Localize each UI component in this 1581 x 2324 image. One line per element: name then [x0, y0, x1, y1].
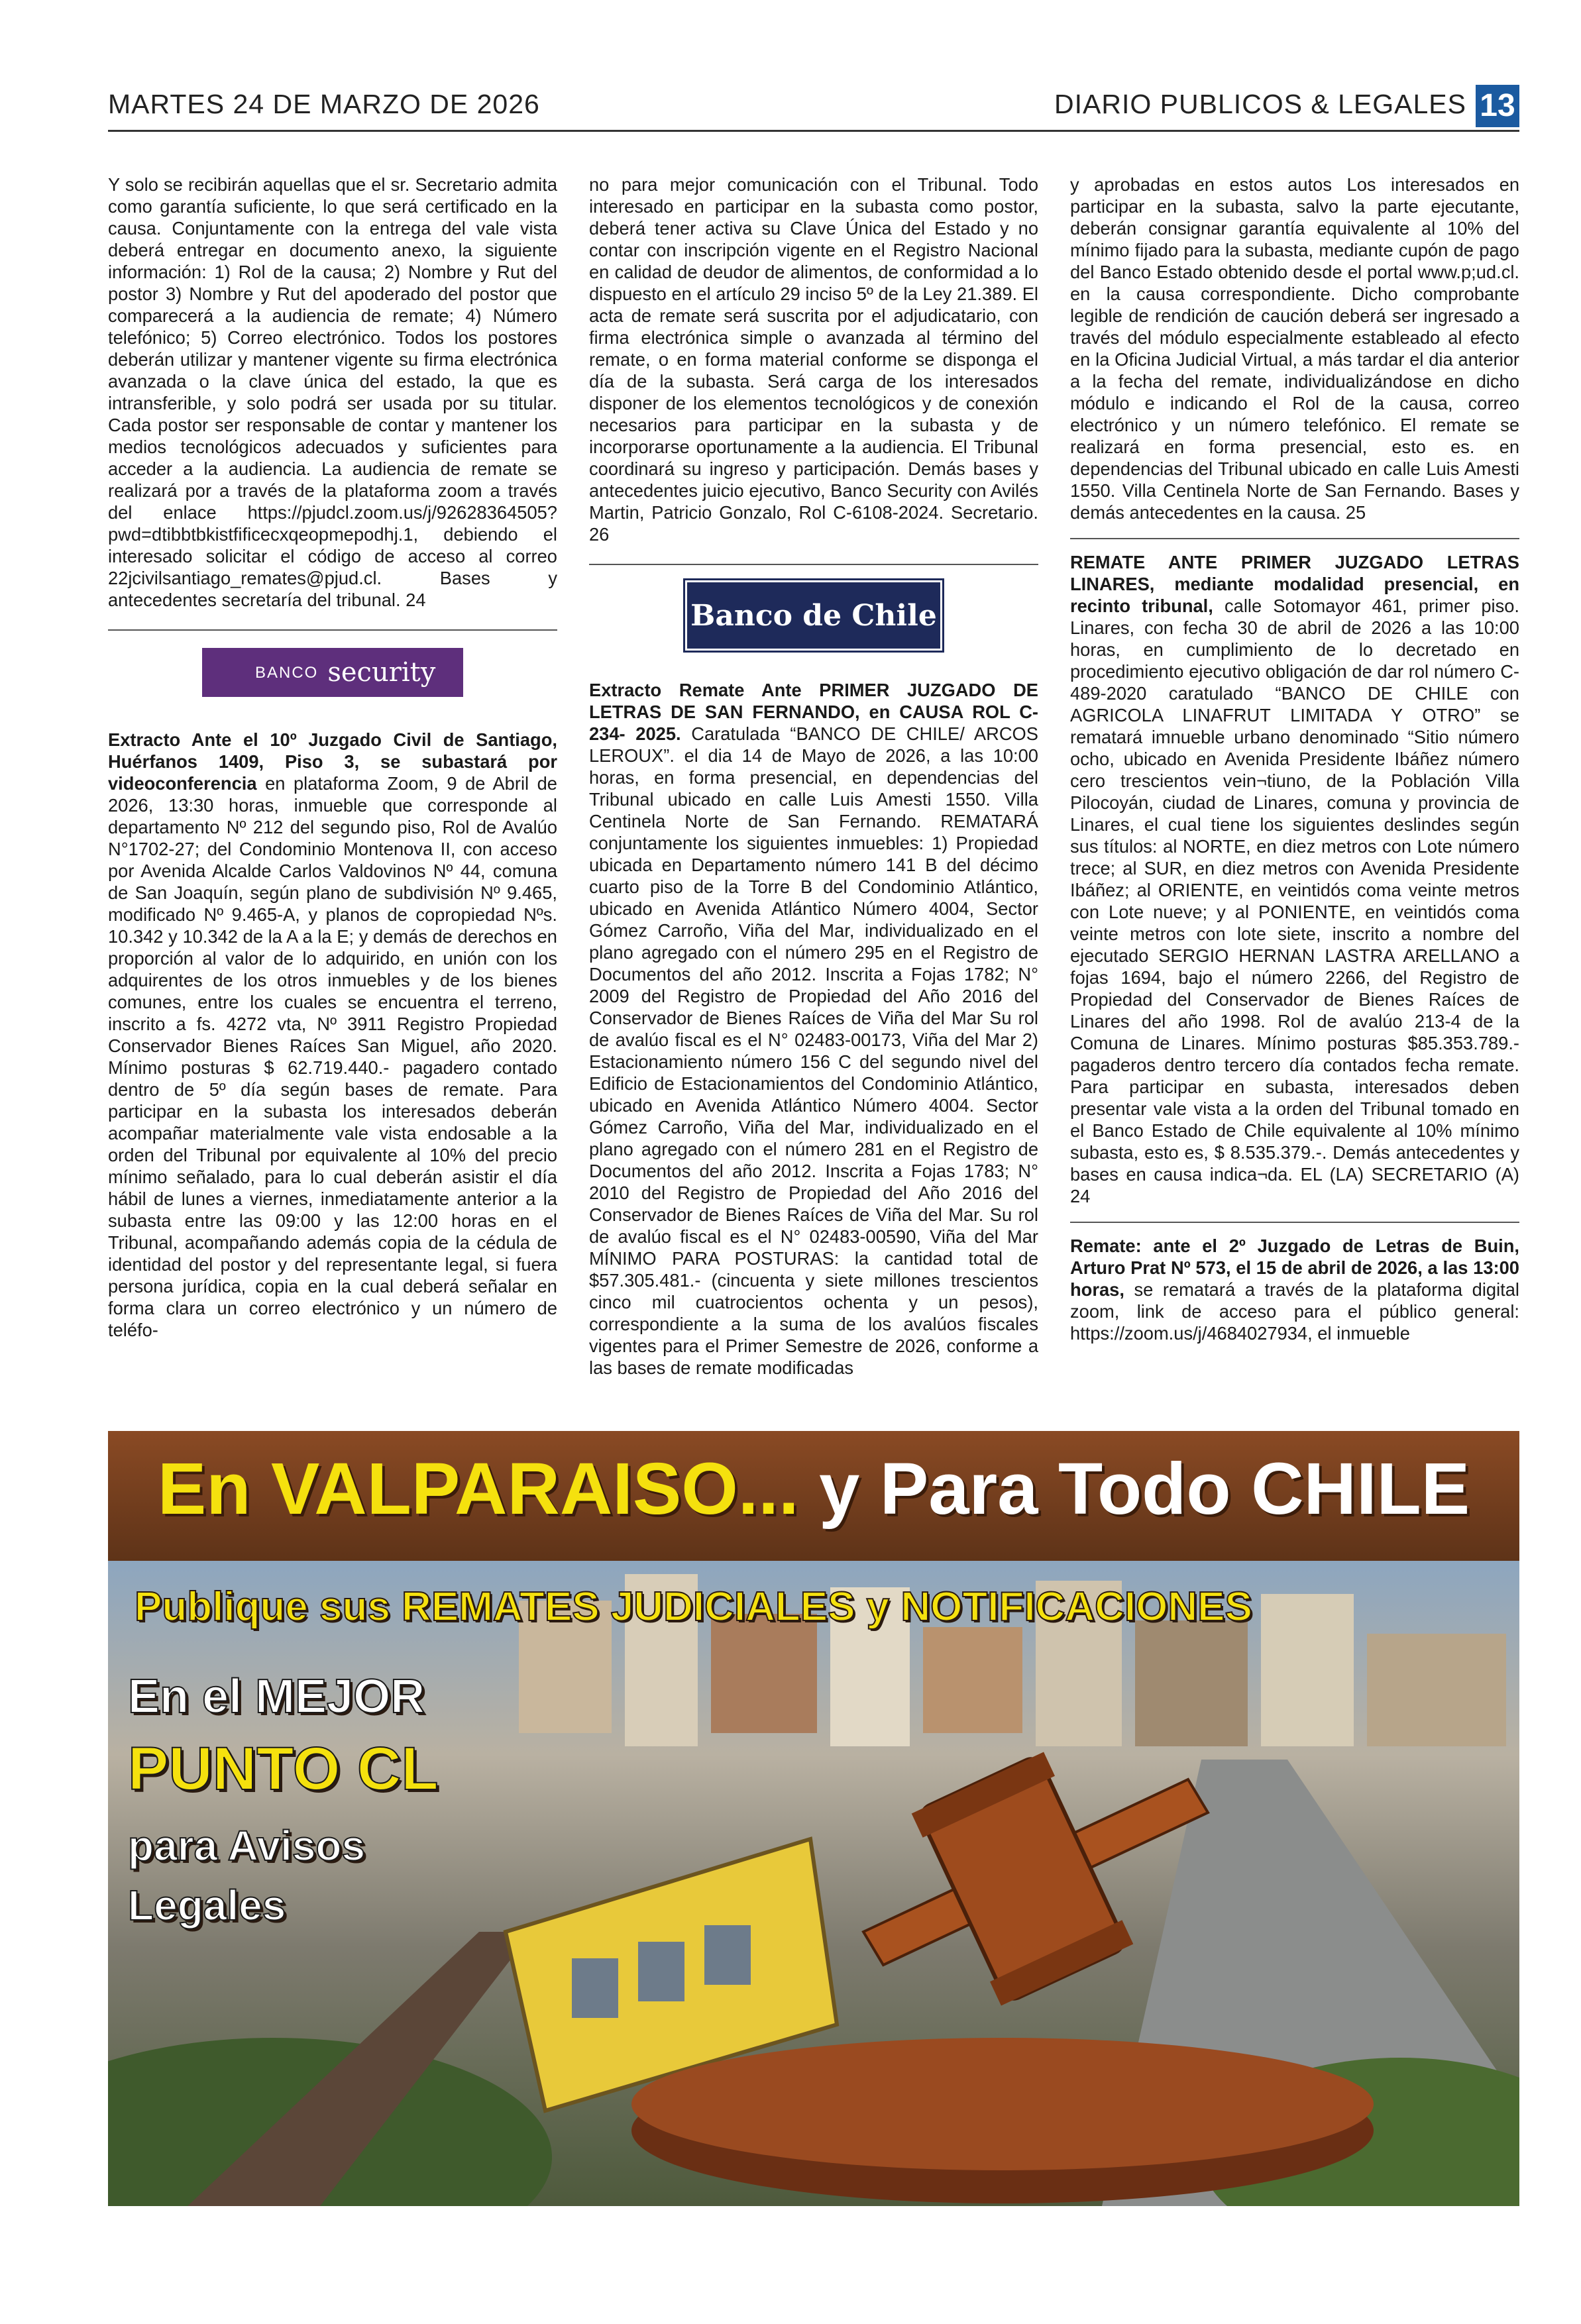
- divider: [589, 564, 1038, 565]
- ad-line-mejor: En el MEJOR: [128, 1670, 425, 1723]
- divider: [108, 629, 557, 631]
- section-title: DIARIO PUBLICOS & LEGALES: [1054, 89, 1466, 119]
- divider: [1070, 1222, 1519, 1223]
- column-1: [108, 174, 557, 1341]
- logo-security-word: security: [327, 657, 436, 688]
- column-2: [589, 174, 1038, 1379]
- legal-notice-text: y aprobadas en estos autos Los interesados en participar en la subasta, salvo la parte ejecutante, deberán consignar garantía equivalente al 10% del mínimo fijado para la subasta, mediante cupón de pago del Banco Estado obtenido desde el portal www.p;ud.cl. en la causa correspondiente. Dicho comprobante legible de rendición de caución deberá ser ingresado a través del módulo especialmente estableado al efecto en la Oficina Judicial Virtual, a más tardar el dia anterior a la fecha del remate, individualizándose en dicho módulo e indicando el Rol de la causa, correo electrónico y un número telefónico. El remate se realizará en forma presencial, esto es. en dependencias del Tribunal ubicado en calle Luis Amesti 1550. Villa Centinela Norte de San Fernando. Bases y demás antecedentes en la causa. 25: [1070, 174, 1519, 523]
- notice-heading: Extracto Ante el 10º Juzgado Civil de Santiago, Huérfanos 1409, Piso 3, se subastará por videoconferencia: [108, 729, 557, 794]
- notice-heading: Remate: ante el 2º Juzgado de Letras de Buin, Arturo Prat Nº 573, el 15 de abril de 2026, a las 13:00 horas,: [1070, 1236, 1519, 1300]
- notice-body: Caratulada “BANCO DE CHILE/ ARCOS LEROUX”. el dia 14 de Mayo de 2026, a las 10:00 horas, en forma presencial, en dependencias del Tribunal ubicado en calle Luis Amesti 1550. Villa Centinela Norte de San Fernando. REMATARÁ conjuntamente los siguientes inmuebles: 1) Propiedad ubicada en Departamento número 141 B del décimo cuarto piso de la Torre B del Condominio Atlántico, ubicado en Avenida Atlántico Número 4004, Sector Gómez Carroño, Viña del Mar, individualizado en el plano agregado con el número 295 en el Registro de Documentos del año 2012. Inscrita a Fojas 1782; N° 2009 del Registro de Propiedad del Año 2016 del Conservador de Bienes Raíces de Viña del Mar Su rol de avalúo fiscal es el N° 02483-00173, Viña del Mar 2) Estacionamiento número 156 C del segundo nivel del Edificio de Estacionamientos del Condominio Atlántico, ubicado en Avenida Atlántico Número 4004. Sector Gómez Carroño, Viña del Mar, individualizado en el plano agregado con el número 281 en el Registro de Documentos del año 2012. Inscrita a Fojas 1783; N° 2010 del Registro de Propiedad del Año 2016 del Conservador de Bienes Raíces de Viña del Mar. Su rol de avalúo fiscal es el N° 02483-00590, Viña del Mar MÍNIMO PARA POSTURAS: la cantidad total de $57.305.481.- (cincuenta y siete millones trescientos cinco mil cuatrocientos ochenta y un pesos), correspondiente a la suma de los avalúos fiscales vigentes para el Primer Semestre de 2026, conforme a las bases de remate modificadas: [589, 723, 1038, 1378]
- notice-heading: REMATE ANTE PRIMER JUZGADO LETRAS LINARES, mediante modalidad presencial, en recinto tribunal,: [1070, 552, 1519, 616]
- logo-banco-de-chile: Banco de Chile: [685, 580, 942, 651]
- ad-line-legales: Legales: [128, 1881, 286, 1929]
- page-header: [108, 85, 1519, 127]
- ad-title: [108, 1447, 1519, 1531]
- legal-notice: [589, 679, 1038, 1379]
- legal-notice-text: Y solo se recibirán aquellas que el sr. Secretario admita como garantía suficiente, lo que será certificado en la causa. Conjuntamente con la entrega del vale vista deberá entregar en documento anexo, la siguiente información: 1) Rol de la causa; 2) Nombre y Rut del postor 3) Nombre y Rut del apoderado del postor que comparecerá a la audiencia de remate; 4) Número telefónico; 5) Correo electrónico. Todos los postores deberán utilizar y mantener vigente su firma electrónica avanzada o la clave única del estado, la que es intransferible, y solo podrá ser usada por su titular. Cada postor ser responsable de contar y mantener los medios tecnológicos adecuados y suficientes para acceder a la audiencia. La audiencia de remate se realizará por a través de la plataforma zoom a través del enlace https://pjudcl.zoom.us/j/92628364505?pwd=dtibbtbkistfificecxqeopmepodhj.1, debiendo el interesado solicitar el código de acceso al correo 22jcivilsantiago_remates@pjud.cl. Bases y antecedentes secretaría del tribunal. 24: [108, 174, 557, 610]
- ad-title-chile: y Para Todo CHILE: [798, 1448, 1470, 1530]
- ad-title-valparaiso: En VALPARAISO...: [157, 1448, 799, 1530]
- advertisement-banner: [108, 1431, 1519, 2206]
- banco-de-chile-logo: [589, 581, 1038, 650]
- notice-body: calle Sotomayor 461, primer piso. Linares, con fecha 30 de abril de 2026 a las 10:00 horas, en cumplimiento de lo decretado en procedimiento ejecutivo obligación de dar rol número C-489-2020 caratulado “BANCO DE CHILE con AGRICOLA LINAFRUT LIMITADA Y OTRO” se rematará imnueble urbano denominado “Sitio número ocho, ubicado en Avenida Presidente Ibáñez número cero trescientos vein¬tiuno, de la Población Villa Pilocoyán, ciudad de Linares, comuna y provincia de Linares, el cual tiene los siguientes deslindes según sus títulos: al NORTE, en diez metros con Lote número trece; al SUR, en diez metros con Avenida Presidente Ibáñez; al ORIENTE, en veintidós coma veinte metros con Lote nueve; y al PONIENTE, en veintidós coma veinte metros con lote siete, inscrito a nombre del ejecutado SERGIO HERNAN LASTRA ARELLANO a fojas 1694, bajo el número 2266, del Registro de Propiedad del Conservador de Bienes Raíces de Linares del año 1998. Rol de avalúo 213-4 de la Comuna de Linares. Mínimo posturas $85.353.789.- pagaderos dentro tercero día contados fecha remate. Para participar en subasta, interesados deben presentar vale vista a la orden del Tribunal tomado en el Banco Estado de Chile equivalente al 10% mínimo subasta, esto es, $ 8.535.379.-. Demás antecedentes y bases en causa indica¬da. EL (LA) SECRETARIO (A) 24: [1070, 596, 1520, 1206]
- legal-notice: [108, 729, 557, 1341]
- page-number-badge: 13: [1476, 85, 1519, 127]
- notice-body: se rematará a través de la plataforma digital zoom, link de acceso para el público general: https://zoom.us/j/4684027934, el inmueble: [1070, 1279, 1519, 1344]
- ad-line-punto-cl: PUNTO CL: [128, 1735, 439, 1803]
- banco-security-logo: [108, 647, 557, 698]
- divider: [1070, 538, 1519, 539]
- logo-banco-word: BANCO: [255, 663, 319, 682]
- column-3: [1070, 174, 1519, 1344]
- legal-notice: [1070, 551, 1519, 1207]
- notice-body: en plataforma Zoom, 9 de Abril de 2026, 13:30 horas, inmueble que corresponde al departamento Nº 212 del segundo piso, Rol de Avalúo N°1702-27; del Condominio Montenova II, con acceso por Avenida Alcalde Carlos Valdovinos Nº 44, comuna de San Joaquín, según plano de subdivisión Nº 9.465, modificado Nº 9.465-A, y planos de copropiedad Nºs. 10.342 y 10.342 de la A a la E; y demás de derechos en proporción al valor de lo adquirido, en unión con los adquirentes de los otros inmuebles y de los bienes comunes, entre los cuales se encuentra el terreno, inscrito a fs. 4272 vta, Nº 3911 Registro Propiedad Conservador Bienes Raíces San Miguel, año 2020. Mínimo posturas $ 62.719.440.- pagadero contado dentro de 5º día según bases de remate. Para participar en la subasta los interesados deberán acompañar materialmente vale vista endosable a la orden del Tribunal por equivalente al 10% del precio mínimo señalado, para lo cual deberán asistir el día hábil de lunes a viernes, inmediatamente anterior a la subasta entre las 09:00 y las 12:00 horas en el Tribunal, acompañando además copia de la cédula de identidad del postor y del representante legal, si fuera persona jurídica, copia en la cual deberá señalar en forma clara un correo electrónico y un número de teléfo-: [108, 773, 557, 1340]
- issue-date: MARTES 24 DE MARZO DE 2026: [108, 89, 540, 119]
- legal-notice-text: no para mejor comunicación con el Tribunal. Todo interesado en participar en la subasta como postor, deberá tener activa su Clave Única del Estado y no contar con inscripción vigente en el Registro Nacional en calidad de deudor de alimentos, de conformidad a lo dispuesto en el artículo 29 inciso 5º de la Ley 21.389. El acta de remate será suscrita por el adjudicatario, con firma electrónica simple o avanzada al término del remate, o en forma material conforme se disponga el día de la subasta. Será carga de los interesados disponer de los elementos tecnológicos y de conexión necesarios para participar en la subasta y de incorporarse oportunamente a la audiencia. El Tribunal coordinará su ingreso y participación. Demás bases y antecedentes juicio ejecutivo, Banco Security con Avilés Martin, Patricio Gonzalo, Rol C-6108-2024. Secretario. 26: [589, 174, 1038, 545]
- ad-title-band: [108, 1431, 1519, 1561]
- ad-subtitle: Publique sus REMATES JUDICIALES y NOTIFICACIONES: [135, 1584, 1252, 1630]
- header-rule: [108, 130, 1519, 132]
- legal-notice: [1070, 1235, 1519, 1344]
- ad-side-text: [128, 1669, 499, 1935]
- notice-heading: Extracto Remate Ante PRIMER JUZGADO DE LETRAS DE SAN FERNANDO, en CAUSA ROL C-234- 2025.: [589, 680, 1038, 744]
- ad-line-avisos: para Avisos: [128, 1822, 366, 1870]
